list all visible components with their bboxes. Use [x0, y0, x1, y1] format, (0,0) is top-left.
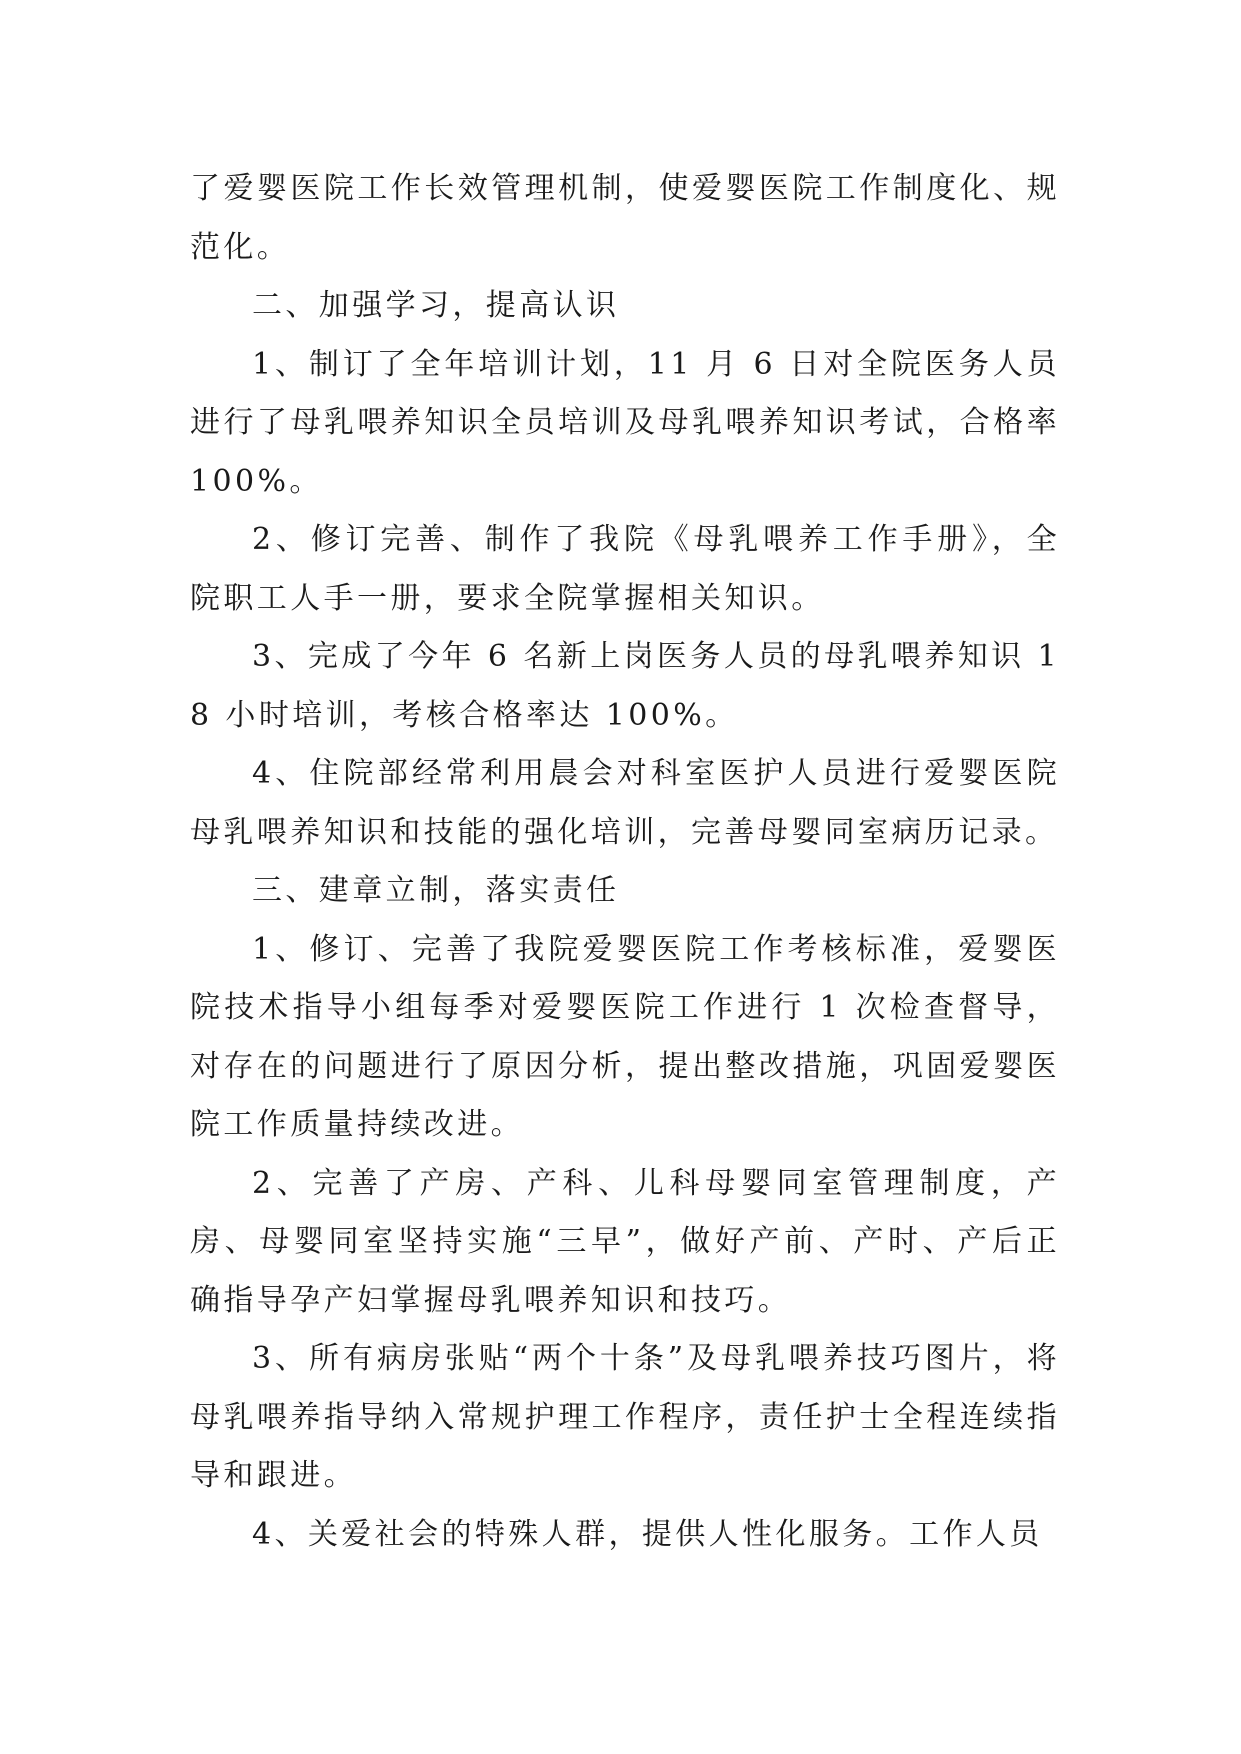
section-heading-3: 三、建章立制，落实责任 — [252, 873, 620, 908]
paragraph-2-4: 4、住院部经常利用晨会对科室医护人员进行爱婴医院母乳喂养知识和技能的强化培训，完善母婴同室病历记录。 — [190, 756, 1060, 850]
section-heading-2: 二、加强学习，提高认识 — [252, 288, 620, 323]
paragraph-3-4: 4、关爱社会的特殊人群，提供人性化服务。工作人员 — [252, 1516, 1043, 1552]
paragraph-1: 了爱婴医院工作长效管理机制，使爱婴医院工作制度化、规范化。 — [190, 171, 1060, 265]
document-body — [190, 160, 1060, 1564]
paragraph-2-1: 1、制订了全年培训计划，11 月 6 日对全院医务人员进行了母乳喂养知识全员培训及母乳喂养知识考试，合格率100%。 — [190, 346, 1060, 499]
paragraph-3-3: 3、所有病房张贴“两个十条”及母乳喂养技巧图片，将母乳喂养指导纳入常规护理工作程序，责任护士全程连续指导和跟进。 — [190, 1341, 1060, 1493]
paragraph-2-3: 3、完成了今年 6 名新上岗医务人员的母乳喂养知识 18 小时培训，考核合格率达 100%。 — [190, 639, 1060, 733]
paragraph-2-2: 2、修订完善、制作了我院《母乳喂养工作手册》，全院职工人手一册，要求全院掌握相关知识。 — [190, 522, 1060, 616]
paragraph-3-1: 1、修订、完善了我院爱婴医院工作考核标准，爱婴医院技术指导小组每季对爱婴医院工作进行 1 次检查督导，对存在的问题进行了原因分析，提出整改措施，巩固爱婴医院工作质量持续改进。 — [190, 931, 1060, 1142]
paragraph-3-2: 2、完善了产房、产科、儿科母婴同室管理制度，产房、母婴同室坚持实施“三早”，做好产前、产时、产后正确指导孕产妇掌握母乳喂养知识和技巧。 — [190, 1165, 1060, 1318]
